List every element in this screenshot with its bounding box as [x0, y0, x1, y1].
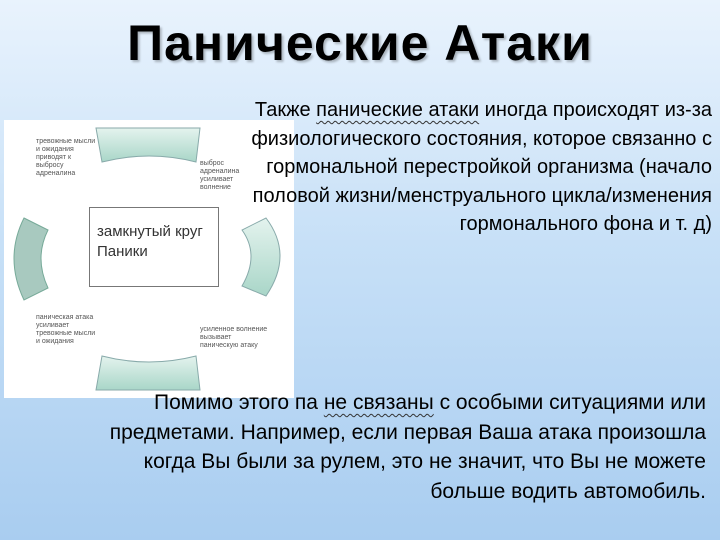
paragraph-physiology-start: Также — [254, 99, 317, 121]
paragraph-physiology-rest: иногда происходят из-за физиологического состояния, которое связанно с гормональной перестройкой организма (начало половой жизни/менструального цикла/изменения гормонального фона и т. д) — [251, 99, 712, 235]
arc-segment-top — [96, 128, 200, 162]
arc-segment-bottom — [96, 356, 200, 390]
label-bottom-left: паническая атака усиливает тревожные мысли и ожидания — [36, 314, 96, 345]
cycle-center-label: замкнутый круг Паники — [97, 223, 203, 260]
label-top-left: тревожные мысли и ожидания приводят к выбросу адреналина — [36, 138, 96, 177]
slide-title: Панические Атаки — [127, 15, 593, 71]
cycle-center-box — [89, 207, 219, 287]
spellcheck-underlined-phrase: панические атаки — [316, 99, 480, 121]
label-bottom-right: усиленное волнение вызывает паническую атаку — [200, 326, 268, 349]
paragraph-situations-rest: с особыми ситуациями или предметами. Например, если первая Ваша атака произошла когда Вы были за рулем, это не значит, что Вы не можете больше водить автомобиль. — [109, 391, 706, 503]
paragraph-situations — [66, 388, 706, 506]
arc-segment-left — [14, 218, 48, 300]
label-top-right: выброс адреналина усиливает волнение — [200, 160, 240, 191]
paragraph-situations-start: Помимо этого па — [154, 391, 324, 414]
paragraph-physiology — [242, 96, 712, 239]
spellcheck-underlined-phrase-2: не связаны — [323, 391, 434, 414]
